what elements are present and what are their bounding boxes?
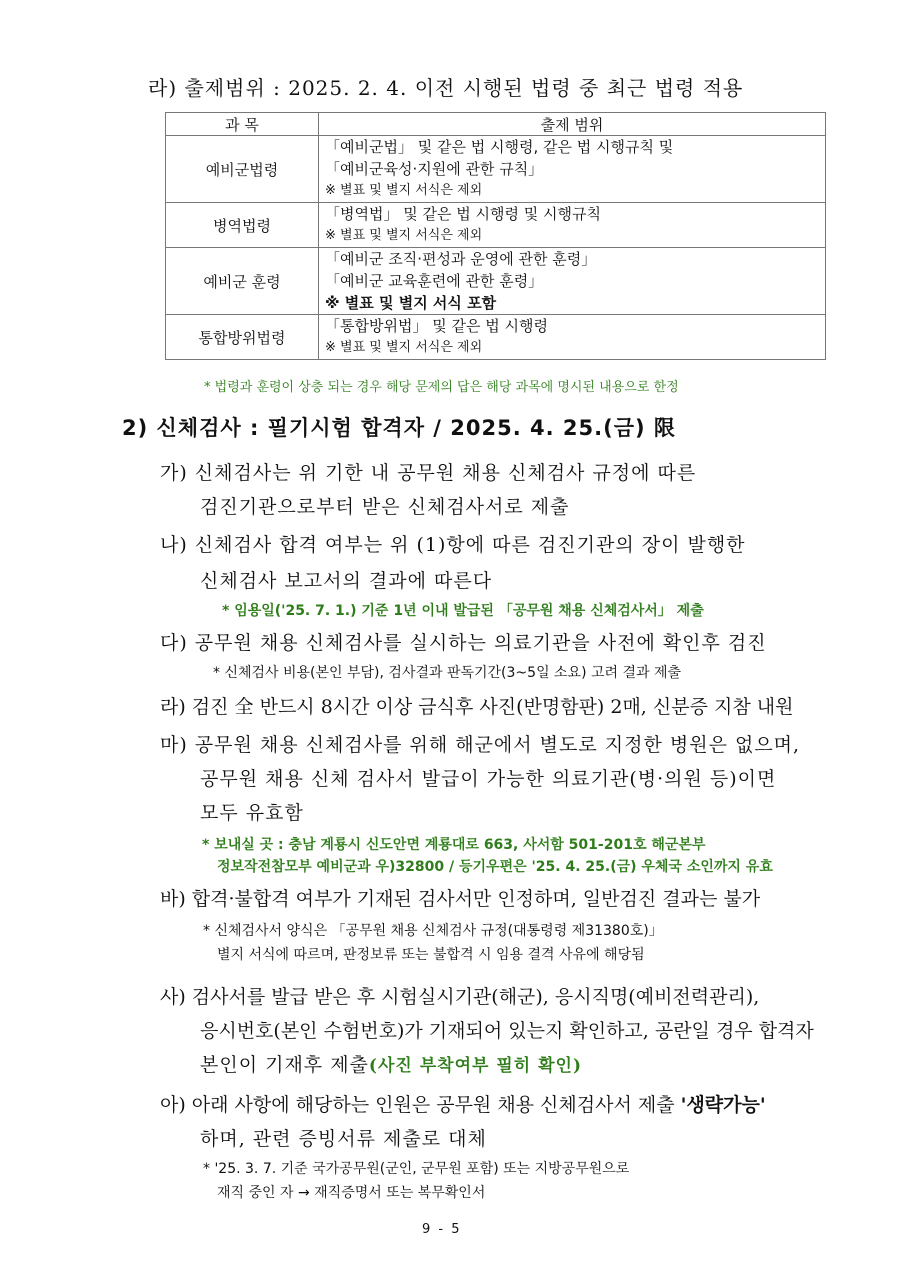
scope-line: 「통합방위법」 및 같은 법 시행령	[325, 317, 548, 335]
table-row	[166, 136, 826, 203]
table-row-scope	[319, 136, 826, 203]
item-sa-line2: 응시번호(본인 수험번호)가 기재되어 있는지 확인하고, 공란일 경우 합격자	[200, 1020, 814, 1042]
table-row-scope	[319, 203, 826, 248]
item-ba-note2: 별지 서식에 따르며, 판정보류 또는 불합격 시 임용 결격 사유에 해당됨	[217, 947, 645, 963]
item-a-line1-highlight: '생략가능'	[680, 1094, 766, 1116]
scope-line: 「예비군육성·지원에 관한 규칙」	[325, 160, 544, 178]
item-a-line2: 하며, 관련 증빙서류 제출로 대체	[200, 1128, 487, 1150]
scope-line: 「예비군 교육훈련에 관한 훈령」	[325, 272, 544, 290]
table-row	[166, 248, 826, 315]
item-da-note: * 신체검사 비용(본인 부담), 검사결과 판독기간(3~5일 소요) 고려 결과 제출	[213, 665, 682, 681]
item-ma-line2: 공무원 채용 신체 검사서 발급이 가능한 의료기관(병·의원 등)이면	[200, 768, 777, 790]
table-row-subject: 예비군법령	[166, 136, 319, 203]
exam-scope-table	[165, 112, 826, 360]
table-header-scope: 출제 범위	[319, 113, 826, 136]
scope-line: ※ 별표 및 별지 서식은 제외	[325, 340, 483, 355]
item-na-line1: 나) 신체검사 합격 여부는 위 (1)항에 따른 검진기관의 장이 발행한	[160, 534, 746, 556]
section2-title: 2) 신체검사 : 필기시험 합격자 / 2025. 4. 25.(금) 限	[122, 416, 676, 440]
scope-line: ※ 별표 및 별지 서식은 제외	[325, 228, 483, 243]
item-sa-line3-text: 본인이 기재후 제출	[200, 1054, 369, 1076]
item-sa-line3-highlight: (사진 부착여부 필히 확인)	[368, 1056, 582, 1076]
item-ga-line2: 검진기관으로부터 받은 신체검사서로 제출	[200, 496, 570, 518]
table-row	[166, 315, 826, 360]
item-sa-line1: 사) 검사서를 발급 받은 후 시험실시기관(해군), 응시직명(예비전력관리),	[160, 986, 760, 1008]
scope-line: 「예비군 조직·편성과 운영에 관한 훈령」	[325, 250, 597, 268]
scope-line: ※ 별표 및 별지 서식 포함	[325, 294, 497, 312]
item-na-note: * 임용일('25. 7. 1.) 기준 1년 이내 발급된 「공무원 채용 신체검사서」 제출	[222, 603, 704, 619]
item-na-line2: 신체검사 보고서의 결과에 따른다	[200, 570, 493, 592]
table-header-subject: 과 목	[166, 113, 319, 136]
table-note: * 법령과 훈령이 상충 되는 경우 해당 문제의 답은 해당 과목에 명시된 내용으로 한정	[204, 380, 679, 395]
table-row-scope	[319, 315, 826, 360]
item-ga-line1: 가) 신체검사는 위 기한 내 공무원 채용 신체검사 규정에 따른	[160, 462, 697, 484]
item-a-note2: 재직 중인 자 → 재직증명서 또는 복무확인서	[217, 1185, 486, 1201]
item-a-line1	[160, 1090, 766, 1117]
item-ma-line1: 마) 공무원 채용 신체검사를 위해 해군에서 별도로 지정한 병원은 없으며,	[160, 734, 801, 756]
item-a-line1-text: 아) 아래 사항에 해당하는 인원은 공무원 채용 신체검사서 제출	[160, 1094, 681, 1116]
section-ra-title: 라) 출제범위 : 2025. 2. 4. 이전 시행된 법령 중 최근 법령 적용	[148, 76, 744, 100]
table-row-scope	[319, 248, 826, 315]
page-number: 9 - 5	[422, 1222, 462, 1237]
item-ma-line3: 모두 유효함	[200, 802, 304, 824]
table-row	[166, 203, 826, 248]
scope-line: 「병역법」 및 같은 법 시행령 및 시행규칙	[325, 205, 601, 223]
item-ba-line1: 바) 합격·불합격 여부가 기재된 검사서만 인정하며, 일반검진 결과는 불가	[160, 888, 761, 910]
item-sa-line3	[200, 1050, 582, 1077]
scope-line: 「예비군법」 및 같은 법 시행령, 같은 법 시행규칙 및	[325, 138, 674, 156]
scope-line: ※ 별표 및 별지 서식은 제외	[325, 183, 483, 198]
table-header-row	[166, 113, 826, 136]
table-row-subject: 병역법령	[166, 203, 319, 248]
item-a-note1: * '25. 3. 7. 기준 국가공무원(군인, 군무원 포함) 또는 지방공무원으로	[203, 1161, 630, 1177]
item-ba-note1: * 신체검사서 양식은 「공무원 채용 신체검사 규정(대통령령 제31380호)」	[203, 923, 663, 939]
table-row-subject: 예비군 훈령	[166, 248, 319, 315]
item-ra-line1: 라) 검진 全 반드시 8시간 이상 금식후 사진(반명함판) 2매, 신분증 지참 내원	[160, 696, 794, 718]
item-ma-note2: 정보작전참모부 예비군과 우)32800 / 등기우편은 '25. 4. 25.(금) 우체국 소인까지 유효	[217, 859, 773, 875]
item-ma-note1: * 보내실 곳 : 충남 계룡시 신도안면 계룡대로 663, 사서함 501-201호 해군본부	[202, 837, 706, 853]
table-row-subject: 통합방위법령	[166, 315, 319, 360]
item-da-line1: 다) 공무원 채용 신체검사를 실시하는 의료기관을 사전에 확인후 검진	[160, 632, 767, 654]
